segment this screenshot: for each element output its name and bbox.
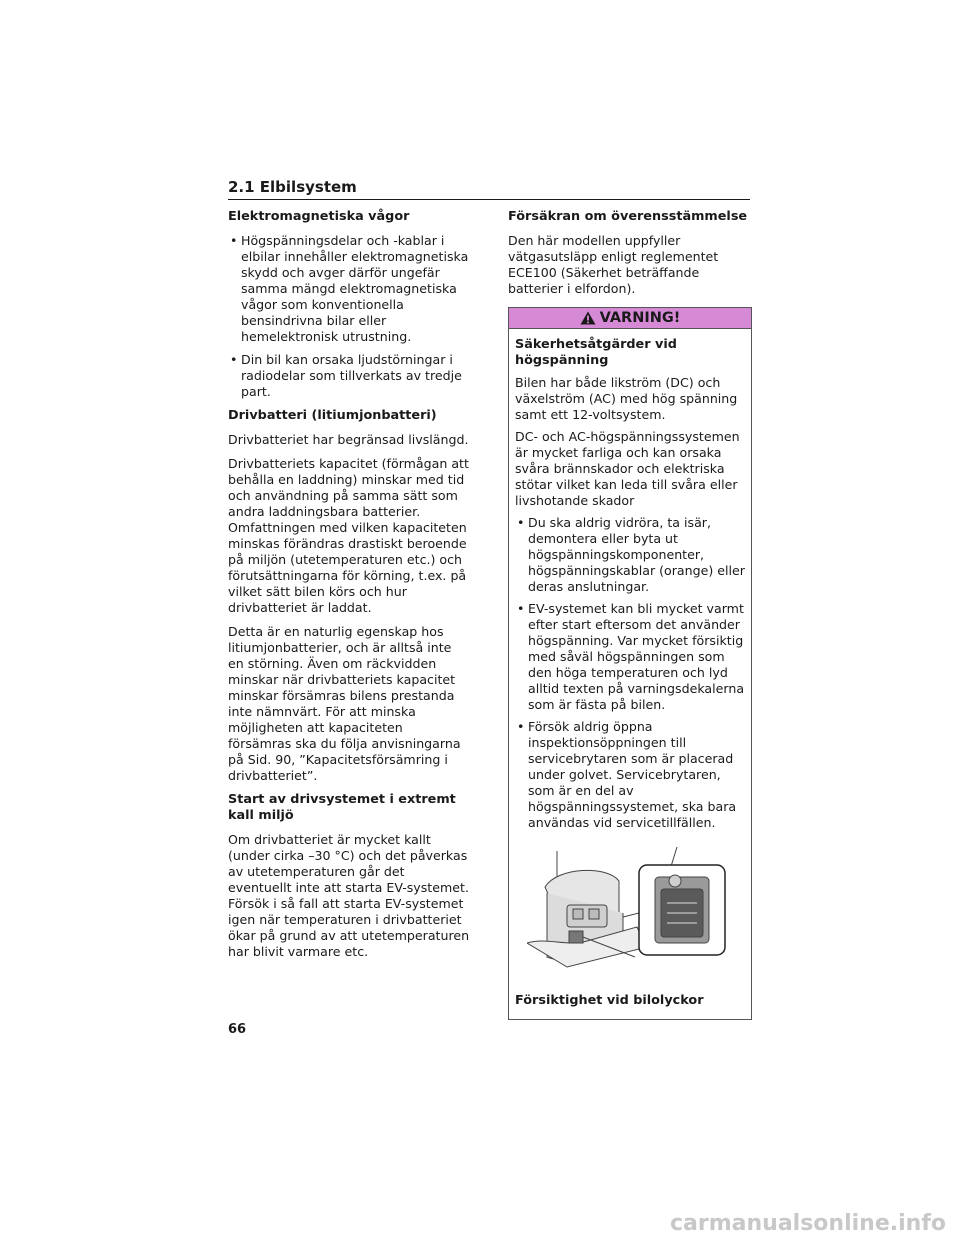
list-item: • Försök aldrig öppna inspektionsöppningen till servicebrytaren som är placerad under golvet. Servicebrytaren, som är en del av högspänningssystemet, ska bara användas vid servicetillfällen. — [515, 719, 745, 831]
warning-header — [509, 308, 751, 329]
cold-start-heading: Start av drivsystemet i extremt kall miljö — [228, 792, 456, 823]
battery-heading: Drivbatteri (litiumjonbatteri) — [228, 408, 437, 423]
warning-body — [509, 329, 751, 1019]
em-bullet-list — [228, 233, 470, 400]
list-item: • Din bil kan orsaka ljudstörningar i radiodelar som tillverkats av tredje part. — [228, 352, 470, 400]
list-item: • Du ska aldrig vidröra, ta isär, demontera eller byta ut högspänningskomponenter, högspänningskablar (orange) eller deras anslutningar. — [515, 515, 745, 595]
battery-paragraph-3: Detta är en naturlig egenskap hos litiumjonbatterier, och är alltså inte en störning. Även om räckvidden minskar när drivbatteriets kapacitet minskar försämras bilens prestanda inte nämnvärt. För att minska möjligheten att kapaciteten försämras ska du följa anvisningarna på Sid. 90, ”Kapacitetsförsämring i drivbatteriet”. — [228, 624, 461, 783]
conformity-heading: Försäkran om överensstämmelse — [508, 209, 748, 224]
warning-bullet-list — [515, 515, 745, 831]
warning-paragraph-2: DC- och AC-högspänningssystemen är mycket farliga och kan orsaka svåra brännskador och elektriska stötar vilket kan leda till svåra eller livshotande skador — [515, 429, 740, 508]
battery-paragraph-1: Drivbatteriet har begränsad livslängd. — [228, 432, 469, 447]
watermark: carmanualsonline.info — [670, 1211, 946, 1236]
list-item: • EV-systemet kan bli mycket varmt efter start eftersom det använder högspänning. Var mycket försiktig med såväl högspänningen som den höga temperaturen och lyd alltid texten på varningsdekalerna som är fästa på bilen. — [515, 601, 745, 713]
battery-paragraph-2: Drivbatteriets kapacitet (förmågan att behålla en laddning) minskar med tid och användning på samma sätt som andra laddningsbara batterier. Omfattningen med vilken kapaciteten minskas förändras drastiskt beroende på miljön (utetemperaturen etc.) och förutsättningarna för körning, t.ex. på vilket sätt bilen körs och hur drivbatteriet är laddat. — [228, 456, 469, 615]
warning-heading: Säkerhetsåtgärder vid högspänning — [515, 337, 677, 368]
right-column — [508, 209, 752, 1020]
section-title: 2.1 Elbilsystem — [228, 178, 357, 196]
warning-box — [508, 307, 752, 1020]
section-header — [228, 178, 750, 200]
cold-start-paragraph: Om drivbatteriet är mycket kallt (under cirka –30 °C) och det påverkas av utetemperaturen går det eventuellt inte att starta EV-systemet. Försök i så fall att starta EV-systemet igen när temperaturen i drivbatteriet ökar på grund av att utetemperaturen har blivit varmare etc. — [228, 832, 470, 959]
warning-paragraph-1: Bilen har både likström (DC) och växelström (AC) med hög spänning samt ett 12-voltsystem. — [515, 375, 738, 422]
service-plug-illustration — [527, 847, 727, 979]
conformity-paragraph: Den här modellen uppfyller vätgasutsläpp enligt reglementet ECE100 (Säkerhet beträffande batterier i elfordon). — [508, 233, 719, 296]
accident-heading: Försiktighet vid bilolyckor — [515, 993, 704, 1008]
page-number: 66 — [228, 1022, 247, 1037]
em-heading: Elektromagnetiska vågor — [228, 209, 410, 224]
warning-triangle-icon — [580, 311, 596, 325]
warning-label: VARNING! — [599, 310, 681, 326]
left-column — [228, 209, 470, 968]
list-item: • Högspänningsdelar och -kablar i elbilar innehåller elektromagnetiska skydd och avger därför ungefär samma mängd elektromagnetiska vågor som konventionella bensindrivna bilar eller hemelektronisk utrustning. — [228, 233, 470, 345]
